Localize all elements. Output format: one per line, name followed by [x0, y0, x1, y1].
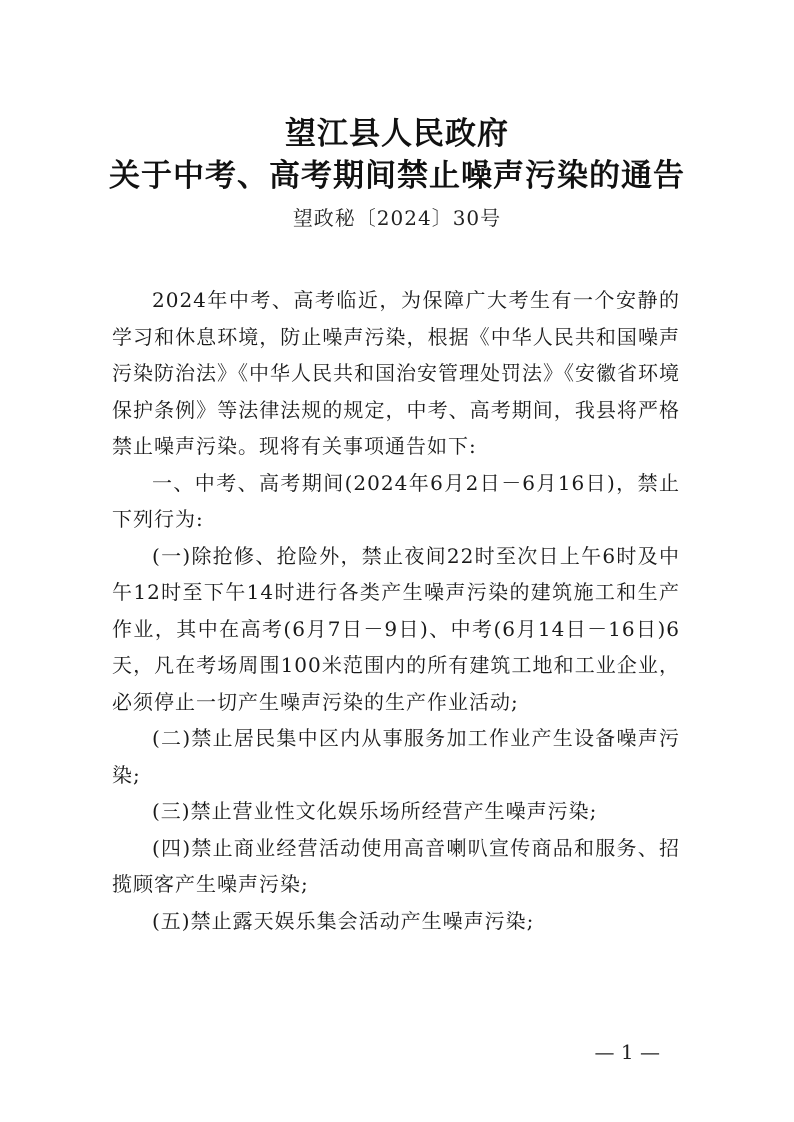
paragraph-item-1: (一)除抢修、抢险外，禁止夜间22时至次日上午6时及中午12时至下午14时进行各类产生噪声污染的建筑施工和生产作业，其中在高考(6月7日－9日)、中考(6月14日－16日)6天，凡在考场周围100米范围内的所有建筑工地和工业企业，必须停止一切产生噪声污染的生产作业活动; [112, 543, 680, 714]
document-number: 望政秘〔2024〕30号 [292, 206, 502, 230]
document-body [112, 282, 680, 939]
paragraph-item-5: (五)禁止露天娱乐集会活动产生噪声污染; [152, 908, 535, 933]
document-title-line-1: 望江县人民政府 [285, 116, 509, 152]
paragraph-item-4: (四)禁止商业经营活动使用高音喇叭宣传商品和服务、招揽顾客产生噪声污染; [112, 835, 680, 896]
paragraph-item-2: (二)禁止居民集中区内从事服务加工作业产生设备噪声污染; [112, 726, 680, 787]
title-block [0, 113, 794, 233]
paragraph-section-1: 一、中考、高考期间(2024年6月2日－6月16日)，禁止下列行为: [112, 470, 680, 531]
page-number: — 1 — [594, 1040, 660, 1064]
paragraph-intro: 2024年中考、高考临近，为保障广大考生有一个安静的学习和休息环境，防止噪声污染，根据《中华人民共和国噪声污染防治法》《中华人民共和国治安管理处罚法》《安徽省环境保护条例》等法律法规的规定，中考、高考期间，我县将严格禁止噪声污染。现将有关事项通告如下: [112, 288, 680, 458]
paragraph-item-3: (三)禁止营业性文化娱乐场所经营产生噪声污染; [152, 799, 598, 823]
document-title-line-2: 关于中考、高考期间禁止噪声污染的通告 [109, 158, 685, 194]
